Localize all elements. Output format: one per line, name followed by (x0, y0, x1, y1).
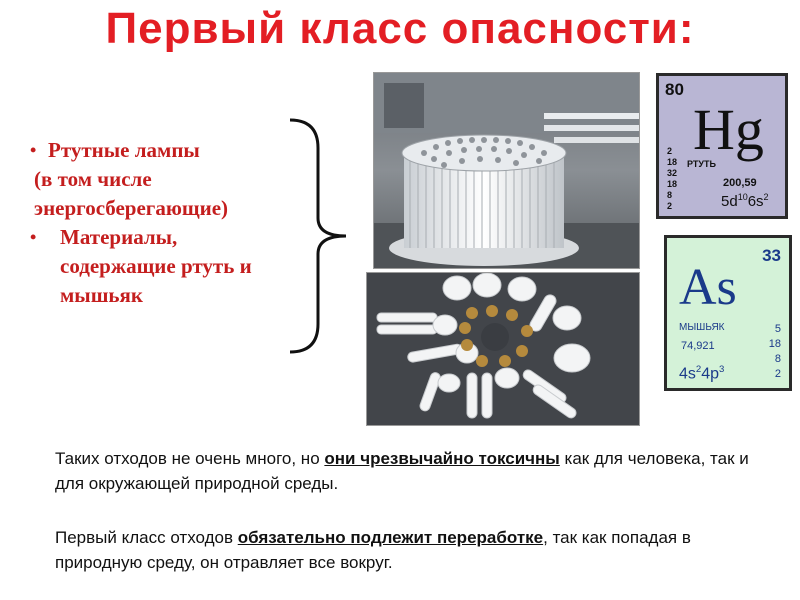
emphasized-text: они чрезвычайно токсичны (324, 449, 560, 468)
shell-value: 2 (667, 146, 673, 156)
shell-value: 18 (768, 338, 781, 350)
bullet-text: Ртутные лампы (48, 138, 200, 162)
bullet-text: Материалы, (60, 225, 178, 249)
paragraph-text: как для человека, так и для окружающей природной среды. (55, 449, 749, 493)
shell-value: 8 (667, 190, 673, 200)
brace-icon (288, 118, 368, 354)
shell-value: 18 (667, 157, 678, 167)
shell-value: 32 (667, 168, 678, 178)
bullet-text: энергосберегающие) (34, 196, 229, 220)
electron-shells (667, 146, 677, 212)
element-symbol: Hg (693, 97, 764, 162)
bullet-text: мышьяк (60, 283, 143, 307)
electron-configuration: $5d^{10}6s^2$ (721, 192, 769, 210)
paragraph-toxicity (55, 446, 765, 496)
energy-saving-lamps-photo (366, 272, 640, 426)
shell-value: 5 (774, 323, 781, 335)
energy-saving-lamps-image (367, 273, 639, 425)
paragraph-text: , так как попадая в природную среду, он отравляет все вокруг. (55, 528, 691, 572)
shell-value: 8 (774, 353, 781, 365)
bullet-item-mercury-lamps (30, 136, 330, 165)
atomic-mass: 74,921 (681, 340, 715, 352)
shell-value: 2 (667, 201, 673, 211)
shell-value: 2 (774, 368, 781, 380)
element-symbol: As (679, 259, 737, 316)
element-name: МЫШЬЯК (679, 322, 725, 333)
page-title: Первый класс опасности: (105, 4, 695, 53)
mercury-element-card (656, 73, 788, 219)
shell-value: 18 (667, 179, 678, 189)
electron-shells (769, 322, 781, 382)
bullet-item-materials (30, 223, 330, 252)
atomic-number: 80 (665, 80, 684, 99)
bullet-text: содержащие ртуть и (60, 254, 252, 278)
emphasized-text: обязательно подлежит переработке (237, 528, 544, 547)
bullet-dot-icon: • (30, 227, 37, 247)
paragraph-text: Первый класс отходов (55, 528, 238, 547)
element-name: РТУТЬ (687, 159, 716, 169)
paragraph-recycling (55, 525, 765, 575)
fluorescent-tubes-photo (373, 72, 640, 269)
bullet-dot-icon: • (30, 140, 37, 160)
electron-configuration: $4s^24p^3$ (679, 364, 725, 383)
bullet-list (30, 136, 330, 310)
arsenic-element-card (664, 235, 792, 391)
paragraph-text: Таких отходов не очень много, но (55, 449, 325, 468)
fluorescent-tubes-image (374, 73, 639, 268)
bullet-text: (в том числе (34, 167, 152, 191)
atomic-mass: 200,59 (723, 177, 757, 189)
atomic-number: 33 (762, 246, 781, 265)
